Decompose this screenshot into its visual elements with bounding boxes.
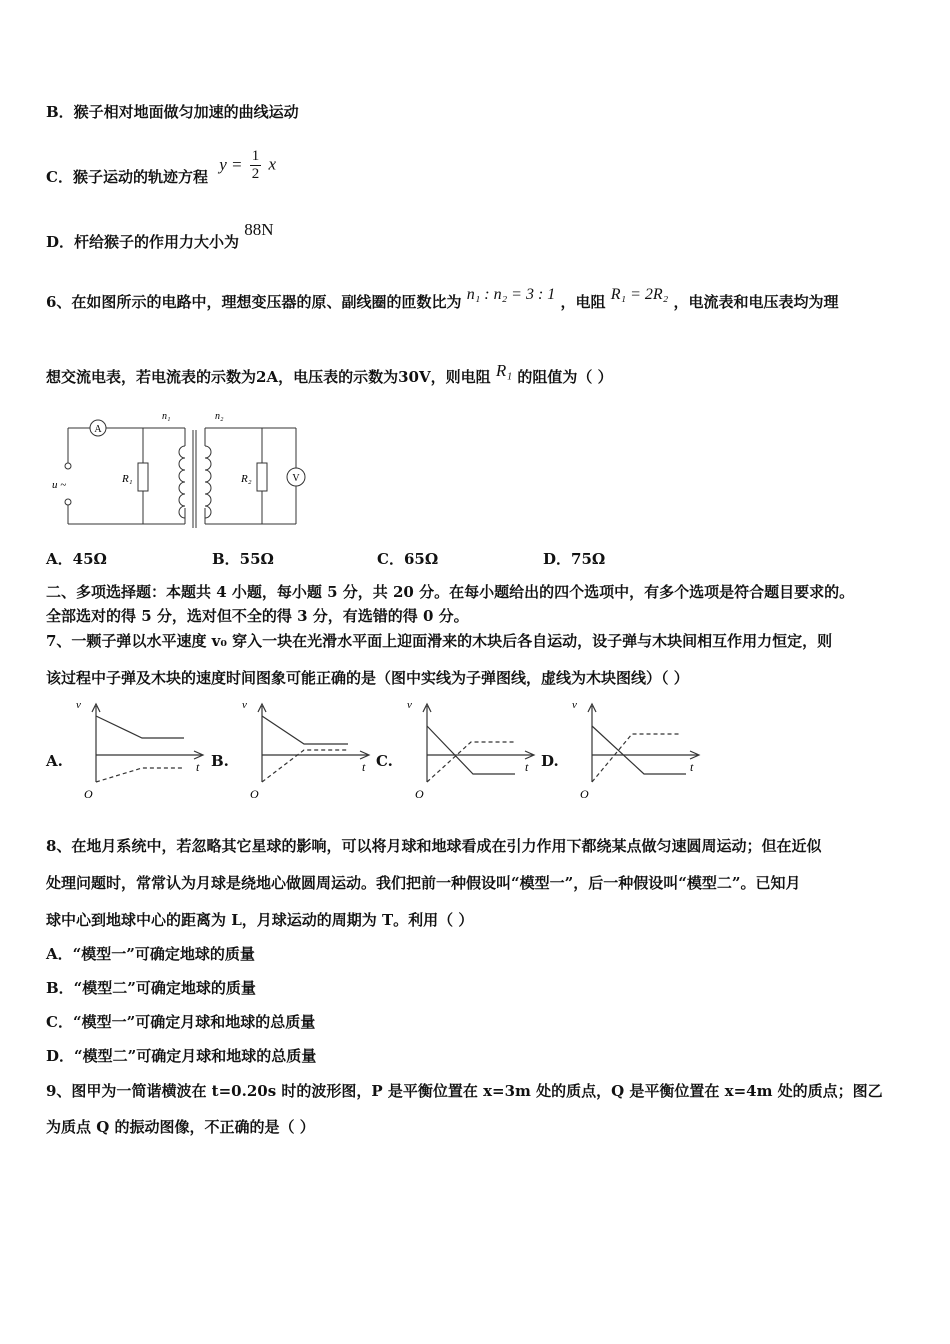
- q8-line2: 处理问题时，常常认为月球是绕地心做圆周运动。我们把前一种假设叫“模型一”，后一种假设叫“模型二”。已知月: [46, 874, 801, 892]
- q5-option-c: [46, 148, 276, 186]
- axis-v-label: v: [572, 699, 577, 711]
- q8-option-b: B．“模型二”可确定地球的质量: [46, 979, 256, 997]
- q6-line2-var: R₁: [495, 361, 513, 380]
- origin-label: O: [250, 787, 259, 801]
- q6-resistor-relation: R₁ = 2R₂: [610, 286, 669, 303]
- q5-option-d-value: 88N: [244, 220, 274, 239]
- axis-t-label: t: [690, 760, 694, 774]
- resistor-r1-label: R₁: [122, 473, 133, 485]
- axis-t-label: t: [362, 760, 366, 774]
- q8-option-a: A．“模型一”可确定地球的质量: [46, 945, 255, 963]
- q6-option-b: B．55Ω: [212, 550, 274, 568]
- q5-option-c-var: x: [268, 154, 276, 174]
- origin-label: O: [415, 787, 424, 801]
- q6-mid-text: ，电阻: [560, 293, 606, 311]
- resistor-r2-label: R₂: [241, 473, 252, 485]
- fraction-denominator: 2: [251, 166, 260, 182]
- q7-graph-b-label: B.: [211, 752, 229, 770]
- axis-v-label: v: [407, 699, 412, 711]
- q7-line1: 7、一颗子弹以水平速度 v₀ 穿入一块在光滑水平面上迎面滑来的木块后各自运动，设子弹与木块间相互作用力恒定，则: [46, 632, 833, 650]
- q8-option-d: D．“模型二”可确定月球和地球的总质量: [46, 1047, 317, 1065]
- q5-option-b: B．猴子相对地面做匀加速的曲线运动: [46, 103, 299, 121]
- axis-t-label: t: [525, 760, 529, 774]
- q6-circuit-diagram: [50, 408, 310, 533]
- q7-graph-a: [72, 698, 207, 804]
- q6-line1-end: ，电流表和电压表均为理: [673, 293, 839, 311]
- q6-line2: [46, 361, 613, 387]
- ammeter-label: A: [94, 424, 102, 435]
- section2-line1: 二、多项选择题：本题共 4 小题，每小题 5 分，共 20 分。在每小题给出的四个选项中，有多个选项是符合题目要求的。: [46, 583, 855, 601]
- section2-line2: 全部选对的得 5 分，选对但不全的得 3 分，有选错的得 0 分。: [46, 607, 469, 625]
- q5-option-c-fraction: [250, 148, 262, 183]
- resistor-r2-icon: [257, 463, 267, 491]
- axis-t-label: t: [196, 760, 200, 774]
- axis-v-label: v: [242, 699, 247, 711]
- q5-option-d-label: D．杆给猴子的作用力大小为: [46, 233, 240, 251]
- q9-line2: 为质点 Q 的振动图像，不正确的是（ ）: [46, 1118, 315, 1136]
- q7-graph-c: [403, 698, 538, 804]
- source-label: u ~: [52, 479, 67, 491]
- q5-option-c-label: C．猴子运动的轨迹方程: [46, 167, 208, 186]
- fraction-numerator: 1: [251, 148, 260, 164]
- terminal-top-icon: [65, 463, 71, 469]
- q6-line1: [46, 286, 839, 313]
- q9-line1: 9、图甲为一简谐横波在 t=0.20s 时的波形图，P 是平衡位置在 x=3m 处的质点，Q 是平衡位置在 x=4m 处的质点；图乙: [46, 1082, 883, 1100]
- origin-label: O: [580, 787, 589, 801]
- q8-option-c: C．“模型一”可确定月球和地球的总质量: [46, 1013, 316, 1031]
- q6-line2-text: 想交流电表，若电流表的示数为2A，电压表的示数为30V，则电阻: [46, 368, 491, 386]
- axis-v-label: v: [76, 699, 81, 711]
- q6-option-a: A．45Ω: [46, 550, 107, 568]
- primary-turns-label: n₁: [162, 411, 171, 422]
- q6-line2-end: 的阻值为（ ）: [517, 368, 613, 386]
- q7-graph-d-label: D.: [541, 752, 559, 770]
- q6-line1-text: 6、在如图所示的电路中，理想变压器的原、副线圈的匝数比为: [46, 293, 462, 311]
- q6-option-d: D．75Ω: [543, 550, 606, 568]
- q7-graph-d: [568, 698, 703, 804]
- q8-line3: 球中心到地球中心的距离为 L，月球运动的周期为 T。利用（ ）: [46, 911, 474, 929]
- q7-graph-b: [238, 698, 373, 804]
- origin-label: O: [84, 787, 93, 801]
- q5-option-c-lhs: y =: [219, 154, 243, 174]
- voltmeter-label: V: [292, 473, 300, 484]
- resistor-r1-icon: [138, 463, 148, 491]
- terminal-bottom-icon: [65, 499, 71, 505]
- q6-turns-ratio: n₁ : n₂ = 3 : 1: [466, 286, 556, 303]
- q7-line2: 该过程中子弹及木块的速度时间图象可能正确的是（图中实线为子弹图线，虚线为木块图线）（ ）: [46, 669, 689, 687]
- q7-graph-c-label: C.: [376, 752, 393, 770]
- q7-graph-a-label: A.: [46, 752, 63, 770]
- q8-line1: 8、在地月系统中，若忽略其它星球的影响，可以将月球和地球看成在引力作用下都绕某点做匀速圆周运动；但在近似: [46, 837, 822, 855]
- secondary-turns-label: n₂: [215, 411, 224, 422]
- q6-option-c: C．65Ω: [377, 550, 439, 568]
- q5-option-d: [46, 220, 274, 252]
